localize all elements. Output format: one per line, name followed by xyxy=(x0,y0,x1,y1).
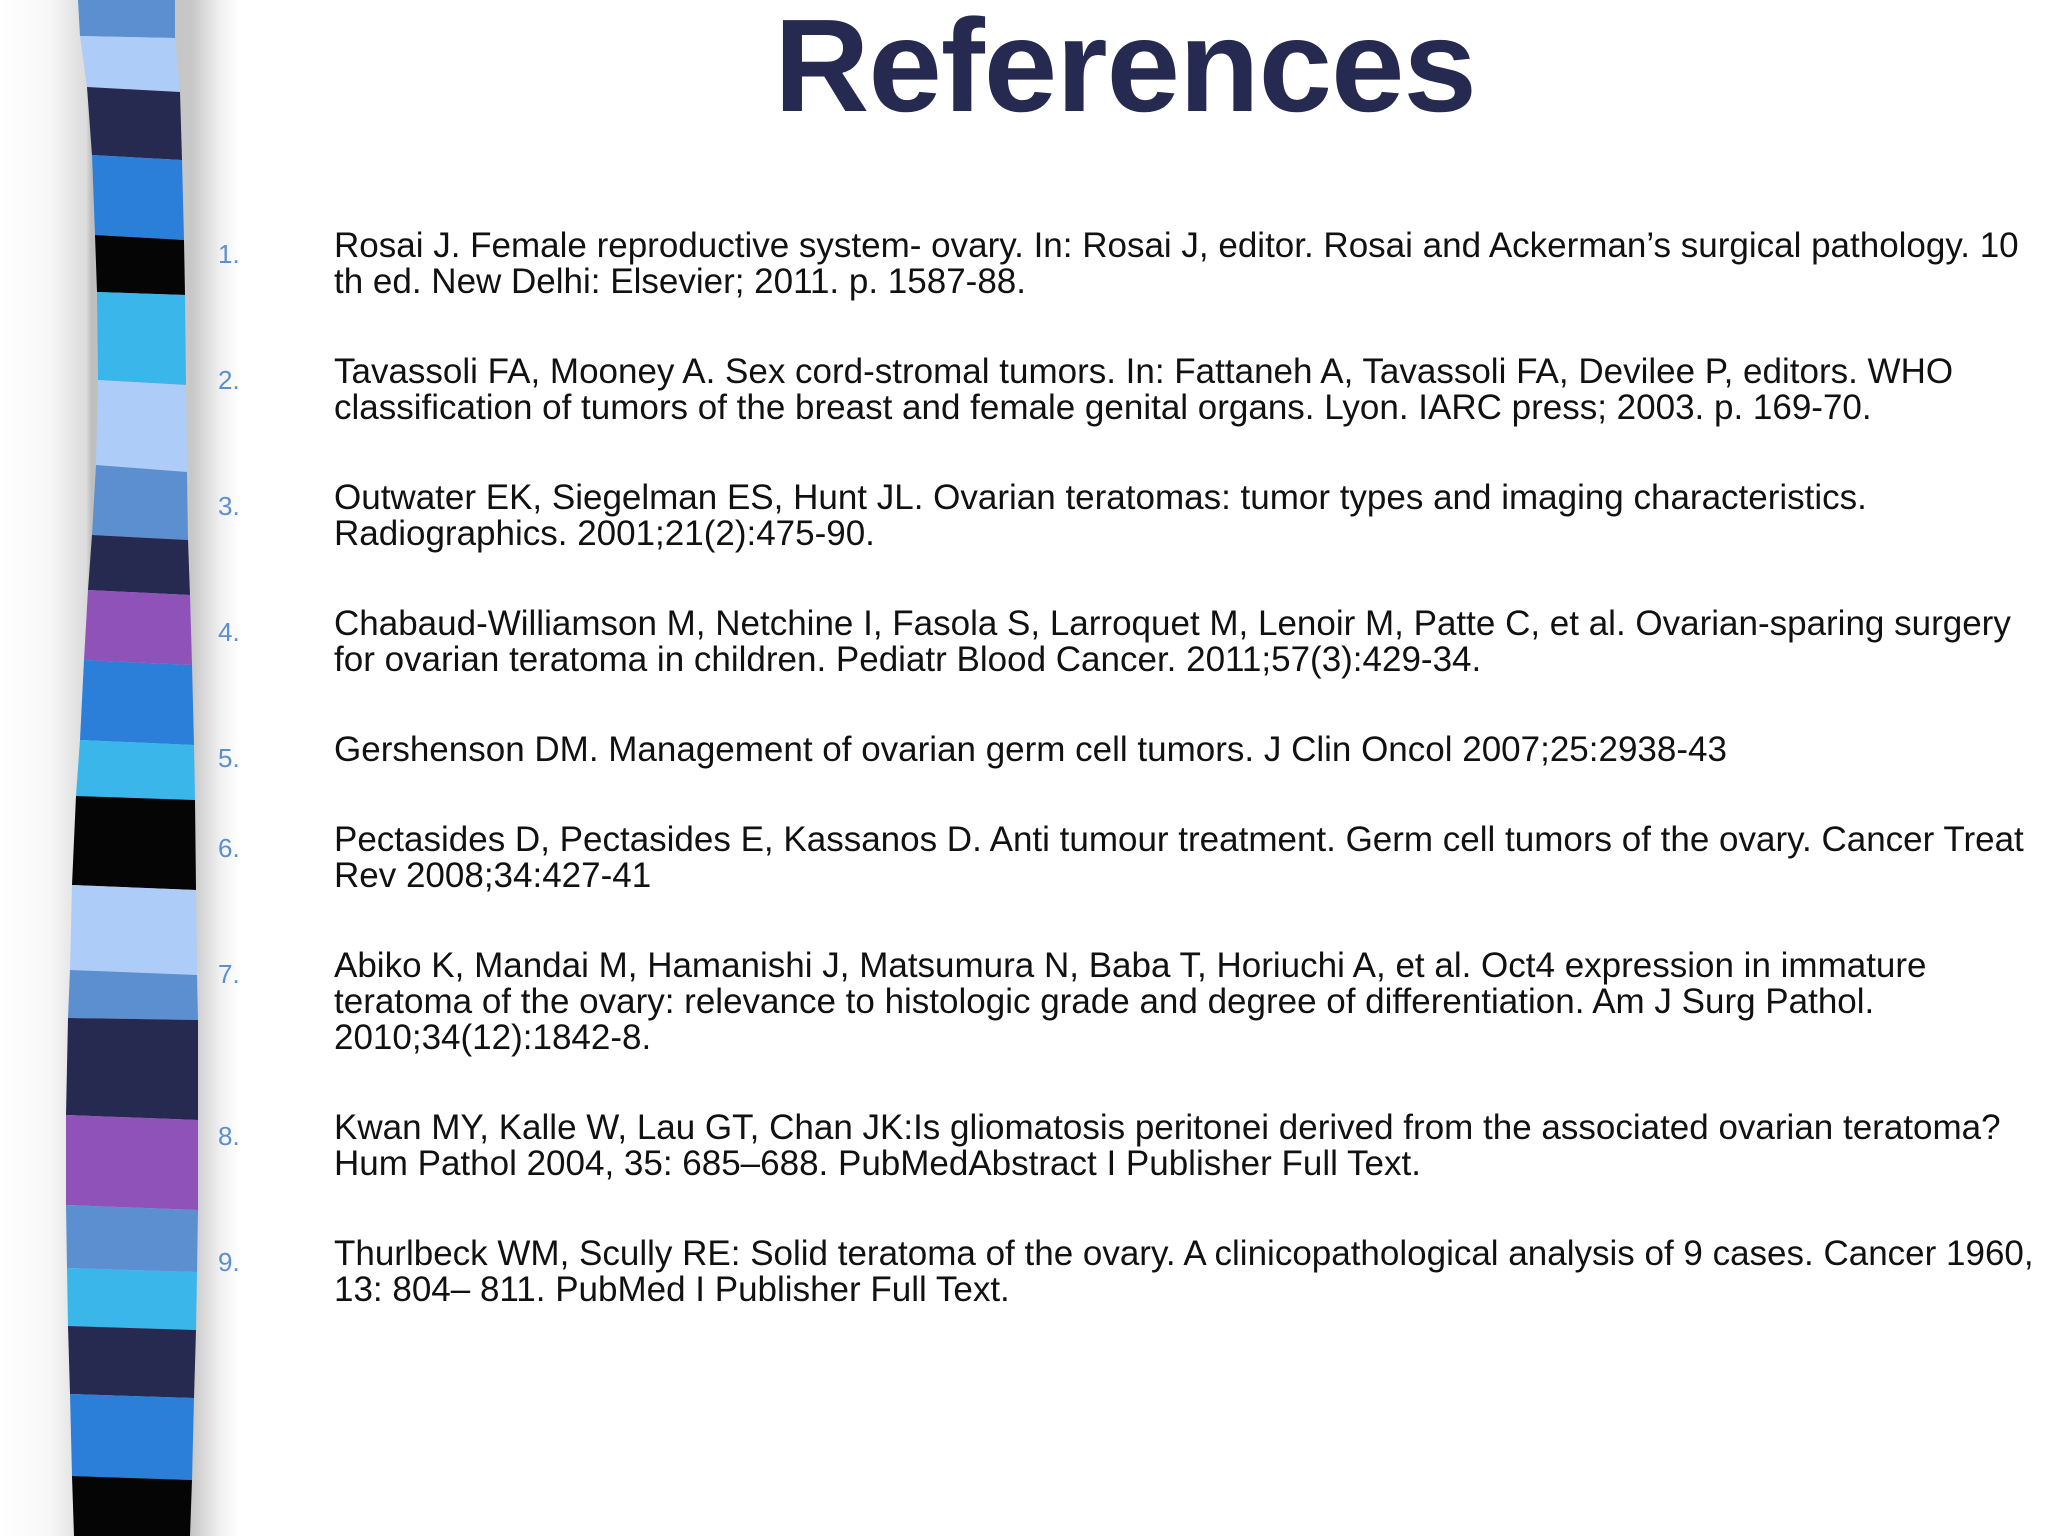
reference-number: 8. xyxy=(218,1121,240,1151)
list-item xyxy=(210,354,2042,426)
list-item xyxy=(210,228,2042,300)
reference-text: Pectasides D, Pectasides E, Kassanos D. Anti tumour treatment. Germ cell tumors of the ovary. Cancer Treat Rev 2008;34:427-41 xyxy=(334,820,2024,895)
reference-number: 4. xyxy=(218,617,240,647)
strip-band xyxy=(87,87,182,160)
reference-number: 3. xyxy=(218,491,240,521)
reference-number: 2. xyxy=(218,365,240,395)
reference-text: Outwater EK, Siegelman ES, Hunt JL. Ovarian teratomas: tumor types and imaging characteristics. Radiographics. 2001;21(2):475-90. xyxy=(334,478,1867,553)
reference-text: Thurlbeck WM, Scully RE: Solid teratoma of the ovary. A clinicopathological analysis of 9 cases. Cancer 1960, 13: 804– 811. PubMed I Publisher Full Text. xyxy=(334,1234,2034,1309)
strip-band xyxy=(92,465,188,540)
list-item xyxy=(210,480,2042,552)
page-title: References xyxy=(774,0,1476,139)
strip-band xyxy=(66,1018,198,1120)
list-item xyxy=(210,822,2042,894)
list-item xyxy=(210,606,2042,678)
reference-text: Rosai J. Female reproductive system- ovary. In: Rosai J, editor. Rosai and Ackerman’s surgical pathology. 10 th ed. New Delhi: Elsevier; 2011. p. 1587-88. xyxy=(334,226,2019,301)
reference-text: Tavassoli FA, Mooney A. Sex cord-stromal tumors. In: Fattaneh A, Tavassoli FA, Devilee P, editors. WHO classification of tumors of the breast and female genital organs. Lyon. IARC press; 2003. p. 169-70. xyxy=(334,352,1954,427)
list-item xyxy=(210,1236,2042,1308)
strip-band xyxy=(92,155,184,240)
strip-band xyxy=(70,1394,194,1480)
list-item xyxy=(210,948,2042,1056)
strip-band xyxy=(68,1326,196,1398)
reference-number: 9. xyxy=(218,1247,240,1277)
strip-band xyxy=(97,292,186,385)
strip-band xyxy=(72,1476,192,1536)
reference-list xyxy=(210,228,2042,1308)
strip-band xyxy=(68,970,198,1020)
strip-band xyxy=(84,590,192,665)
reference-text: Kwan MY, Kalle W, Lau GT, Chan JK:Is gliomatosis peritonei derived from the associated ovarian teratoma? Hum Pathol 2004, 35: 685–688. PubMedAbstract I Publisher Full Text. xyxy=(334,1108,2001,1183)
strip-band xyxy=(66,1115,198,1210)
strip-band xyxy=(76,740,195,800)
strip-band xyxy=(66,1205,198,1272)
strip-band xyxy=(88,535,190,595)
strip-band xyxy=(70,885,197,975)
reference-text: Gershenson DM. Management of ovarian germ cell tumors. J Clin Oncol 2007;25:2938-43 xyxy=(334,730,1727,769)
strip-band xyxy=(96,380,187,472)
strip-band xyxy=(80,660,194,745)
strip-band xyxy=(72,796,196,890)
reference-number: 5. xyxy=(218,743,240,773)
reference-text: Chabaud-Williamson M, Netchine I, Fasola S, Larroquet M, Lenoir M, Patte C, et al. Ovarian-sparing surgery for ovarian teratoma in children. Pediatr Blood Cancer. 2011;57(3):429-34. xyxy=(334,604,2011,679)
decorative-color-strip xyxy=(0,0,240,1536)
list-item xyxy=(210,730,2042,773)
strip-band xyxy=(67,1268,197,1330)
reference-number: 7. xyxy=(218,959,240,989)
list-item xyxy=(210,1110,2042,1182)
strip-band xyxy=(80,36,180,92)
strip-band xyxy=(95,235,185,295)
reference-number: 1. xyxy=(218,239,240,269)
strip-band xyxy=(78,0,175,38)
reference-text: Abiko K, Mandai M, Hamanishi J, Matsumura N, Baba T, Horiuchi A, et al. Oct4 expression in immature teratoma of the ovary: relevance to histologic grade and degree of differentiation. Am J Surg Pathol. 2010;34(12):1842-8. xyxy=(334,946,1927,1057)
reference-number: 6. xyxy=(218,833,240,863)
